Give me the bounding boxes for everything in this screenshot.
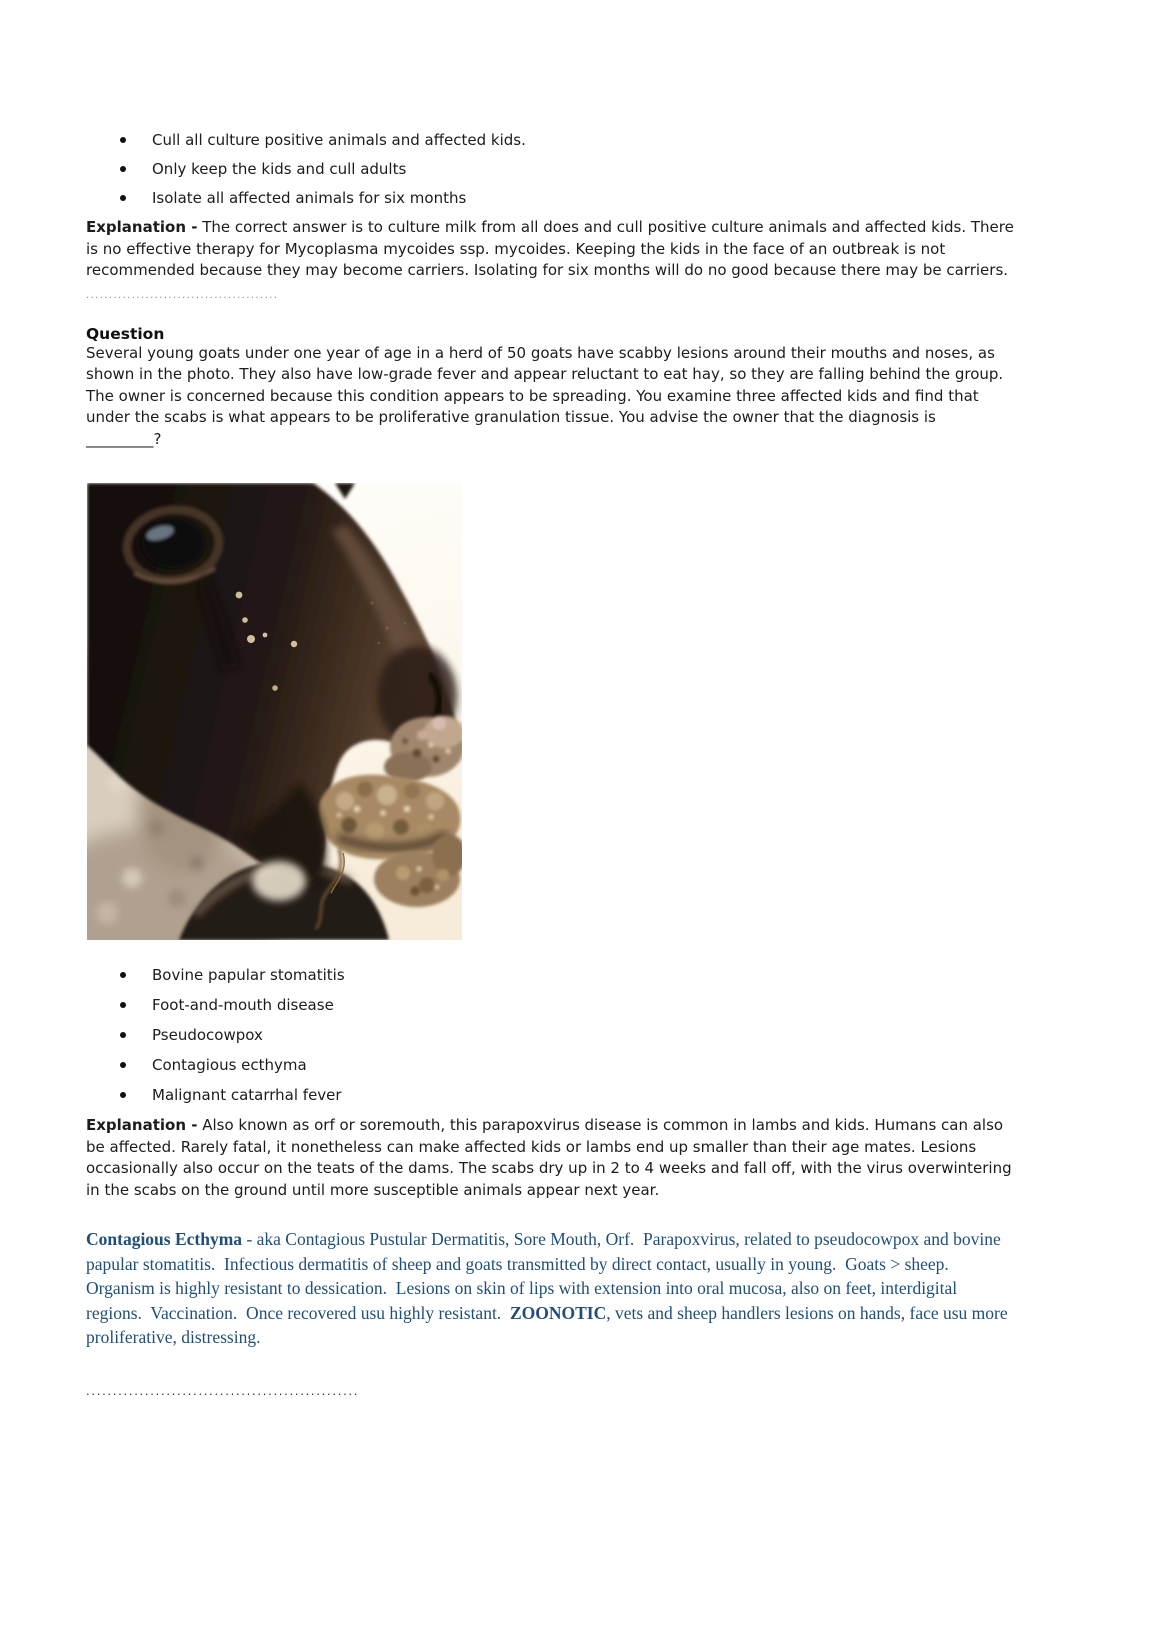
goat-photo xyxy=(87,483,462,940)
question-heading: Question xyxy=(86,324,165,343)
notes-seg2: , vets and sheep handlers lesions on hands, face usu more proliferative, distressing. xyxy=(86,1302,1013,1347)
list-item xyxy=(120,1055,1016,1076)
explanation-text: The correct answer is to culture milk from all does and cull positive culture animals and affected kids. There is no effective therapy for Mycoplasma mycoides ssp. mycoides. Keeping the kids in the face of an outbreak is not recommended because they may become carriers. Isolating for six months will do no good because there may be carriers. xyxy=(86,218,1014,279)
bullet-icon xyxy=(120,972,126,978)
explanation-text: Also known as orf or soremouth, this parapoxvirus disease is common in lambs and kids. Humans can also be affected. Rarely fatal, it nonetheless can make affected kids or lambs end up smaller than their age mates. Lesions occasionally also occur on the teats of the dams. The scabs dry up in 2 to 4 weeks and fall off, with the virus overwintering in the scabs on the ground until more susceptible animals appear next year. xyxy=(86,1116,1012,1199)
notes-lead: Contagious Ecthyma xyxy=(86,1229,243,1249)
goat-photo-image xyxy=(87,483,462,940)
list-item xyxy=(120,1025,1016,1046)
bullet-icon xyxy=(120,195,126,201)
notes-paragraph xyxy=(86,1227,1016,1350)
option-label: Contagious ecthyma xyxy=(152,1056,307,1074)
answer-options-list xyxy=(86,965,1016,1106)
list-item xyxy=(120,1085,1016,1106)
bullet-icon xyxy=(120,1062,126,1068)
option-label: Only keep the kids and cull adults xyxy=(152,160,407,178)
bullet-icon xyxy=(120,1032,126,1038)
bullet-icon xyxy=(120,1002,126,1008)
option-label: Malignant catarrhal fever xyxy=(152,1086,342,1104)
bullet-icon xyxy=(120,166,126,172)
explanation-paragraph xyxy=(86,217,1016,282)
option-label: Foot-and-mouth disease xyxy=(152,996,334,1014)
list-item xyxy=(120,159,1016,180)
question-text: Several young goats under one year of age in a herd of 50 goats have scabby lesions around their mouths and noses, as shown in the photo. They also have low-grade fever and appear reluctant to eat hay, so they are falling behind the group. The owner is concerned because this condition appears to be spreading. You examine three affected kids and find that under the scabs is what appears to be proliferative granulation tissue. You advise the owner that the diagnosis is _________? xyxy=(86,343,1004,448)
explanation-label: Explanation - xyxy=(86,1116,198,1134)
list-item xyxy=(120,130,1016,151)
option-label: Isolate all affected animals for six months xyxy=(152,189,467,207)
list-item xyxy=(120,995,1016,1016)
option-label: Bovine papular stomatitis xyxy=(152,966,345,984)
explanation-paragraph xyxy=(86,1115,1016,1201)
list-item xyxy=(120,965,1016,986)
notes-seg1: - aka Contagious Pustular Dermatitis, Sore Mouth, Orf. Parapoxvirus, related to pseudocowpox and bovine papular stomatitis. Infectious dermatitis of sheep and goats transmitted by direct contact, usually in young. Goats > sheep. Organism is highly resistant to dessication. Lesions on skin of lips with extension into oral mucosa, also on feet, interdigital regions. Vaccination. Once recovered usu highly resistant. xyxy=(86,1229,1006,1323)
option-label: Pseudocowpox xyxy=(152,1026,263,1044)
bullet-icon xyxy=(120,1092,126,1098)
option-label: Cull all culture positive animals and affected kids. xyxy=(152,131,526,149)
dotted-separator-bottom: ................................................... xyxy=(86,1383,360,1398)
bullet-icon xyxy=(120,137,126,143)
list-item xyxy=(120,188,1016,209)
document-content xyxy=(86,130,1016,1396)
previous-options-list xyxy=(86,130,1016,209)
notes-zoonotic: ZOONOTIC xyxy=(509,1302,607,1323)
dotted-separator-top: .......................................... xyxy=(86,289,279,301)
explanation-label: Explanation - xyxy=(86,218,198,236)
